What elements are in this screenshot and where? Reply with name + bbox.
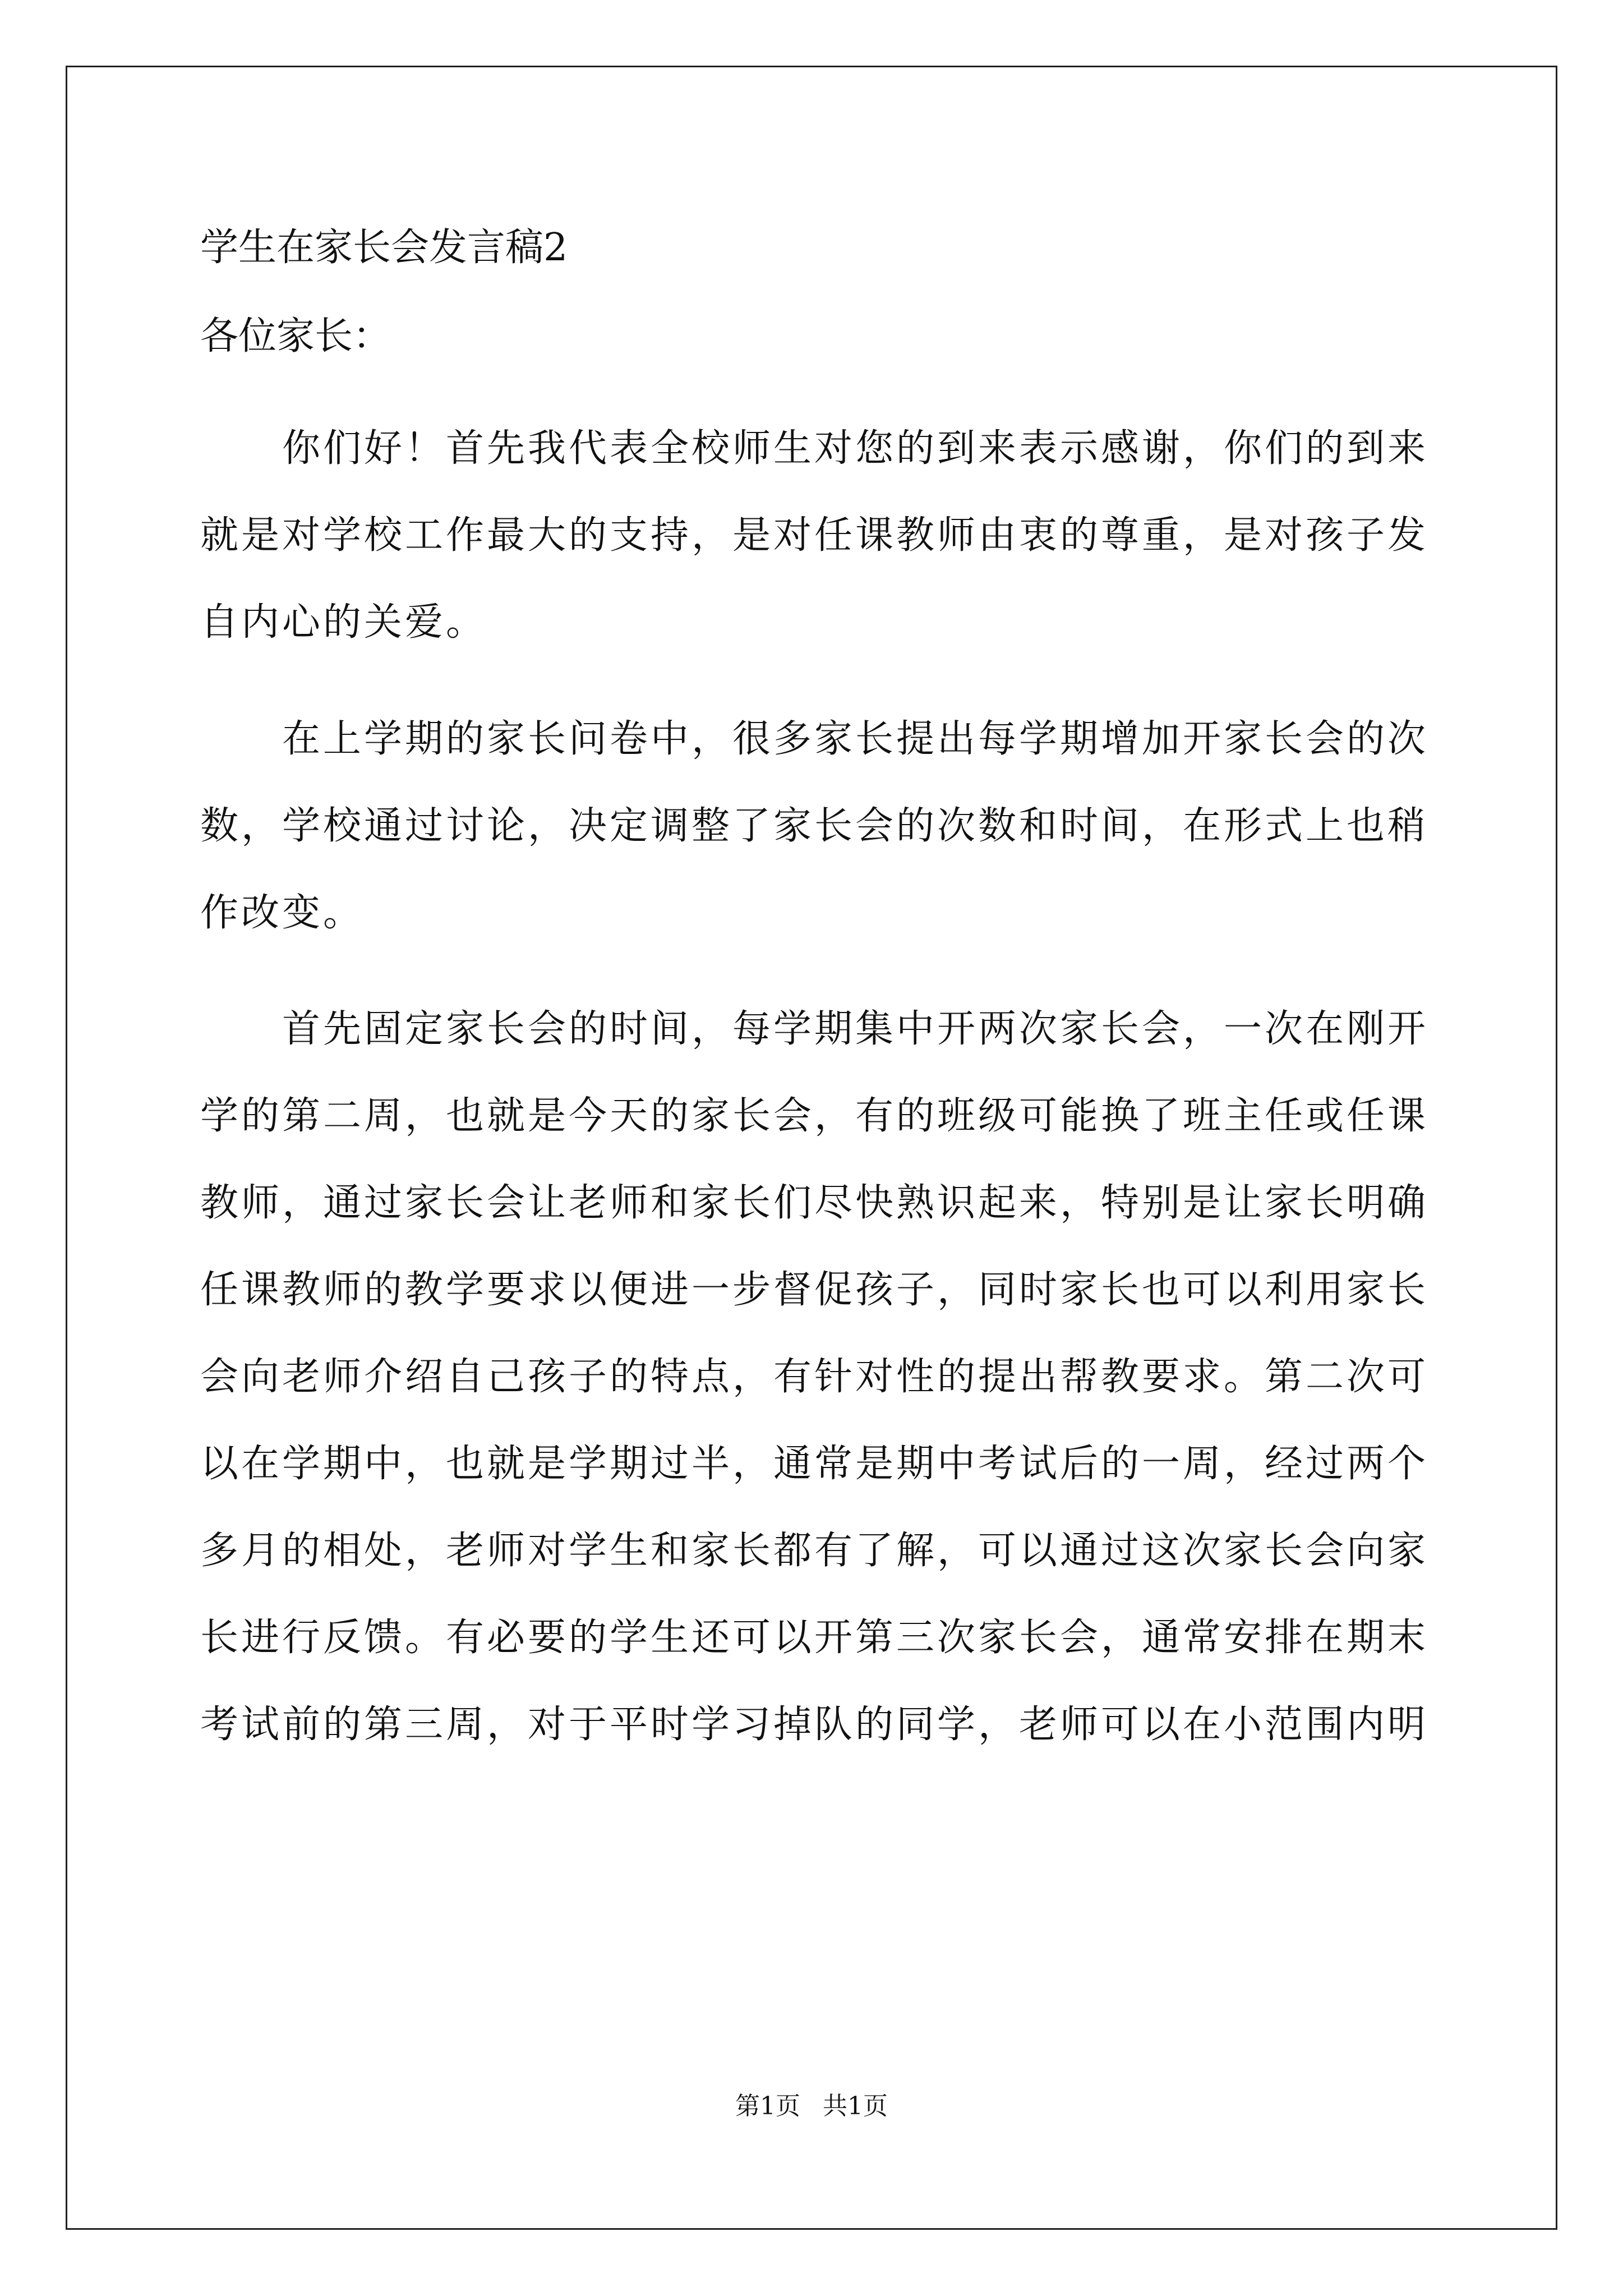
body-line: 长进行反馈。有必要的学生还可以开第三次家长会，通常安排在期末 [200, 1616, 1429, 1660]
document-title: 学生在家长会发言稿2 [200, 226, 568, 270]
page-border [66, 66, 1557, 2230]
body-line: 考试前的第三周，对于平时学习掉队的同学，老师可以在小范围内明 [200, 1703, 1429, 1747]
body-line: 在上学期的家长问卷中，很多家长提出每学期增加开家长会的次 [200, 717, 1429, 761]
body-line: 学的第二周，也就是今天的家长会，有的班级可能换了班主任或任课 [200, 1094, 1429, 1138]
body-line: 多月的相处，老师对学生和家长都有了解，可以通过这次家长会向家 [200, 1529, 1429, 1573]
body-line: 首先固定家长会的时间，每学期集中开两次家长会，一次在刚开 [200, 1007, 1429, 1051]
body-line: 以在学期中，也就是学期过半，通常是期中考试后的一周，经过两个 [200, 1442, 1429, 1486]
page-total: 共1页 [823, 2092, 888, 2120]
body-line: 你们好！首先我代表全校师生对您的到来表示感谢，你们的到来 [200, 426, 1429, 471]
body-line: 会向老师介绍自己孩子的特点，有针对性的提出帮教要求。第二次可 [200, 1355, 1429, 1399]
body-line: 自内心的关爱。 [200, 600, 487, 645]
page-footer [0, 2090, 1623, 2123]
body-line: 教师，通过家长会让老师和家长们尽快熟识起来，特别是让家长明确 [200, 1181, 1429, 1225]
body-line: 作改变。 [200, 891, 365, 935]
body-line: 数，学校通过讨论，决定调整了家长会的次数和时间，在形式上也稍 [200, 804, 1429, 848]
page-number: 第1页 [735, 2092, 800, 2120]
body-line: 就是对学校工作最大的支持，是对任课教师由衷的尊重，是对孩子发 [200, 513, 1429, 558]
body-line: 任课教师的教学要求以便进一步督促孩子，同时家长也可以利用家长 [200, 1268, 1429, 1312]
salutation: 各位家长： [200, 314, 391, 358]
